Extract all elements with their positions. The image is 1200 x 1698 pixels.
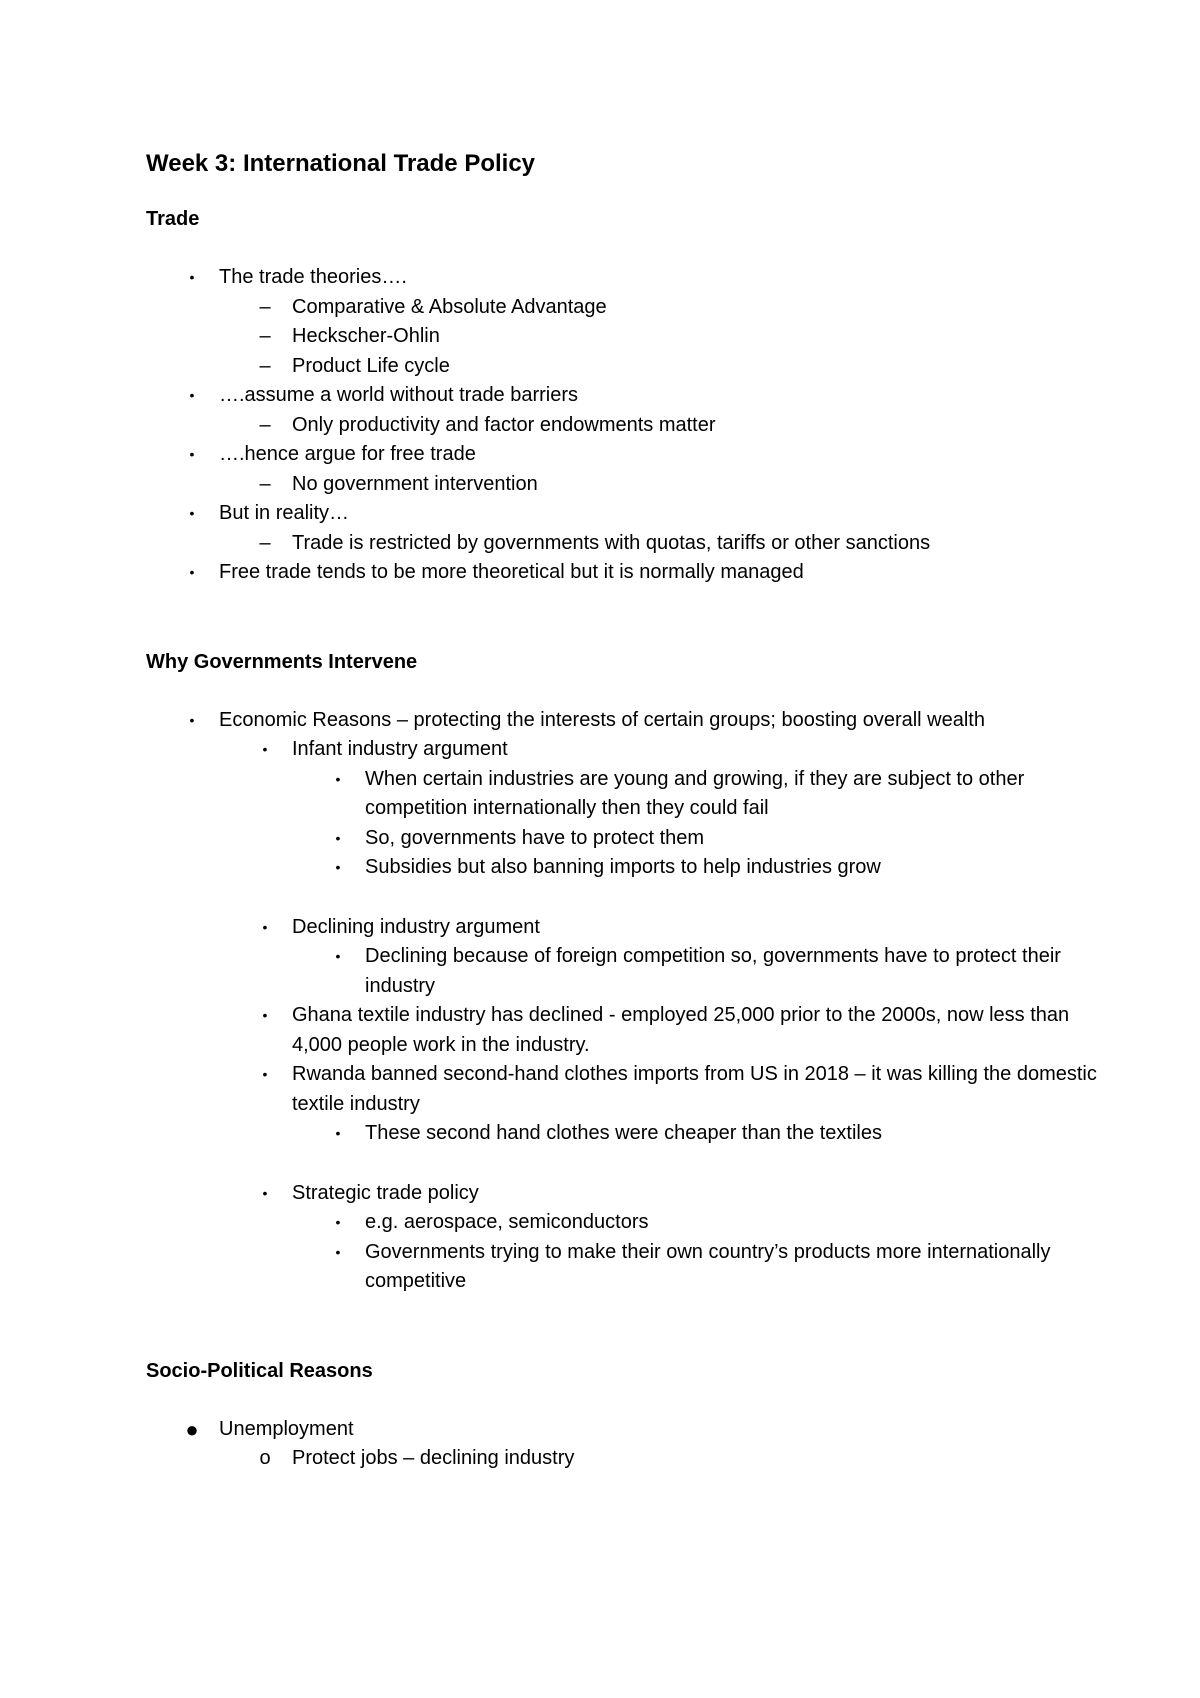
list-item	[146, 1119, 1106, 1149]
bullet-marker: •	[335, 829, 341, 846]
bullet-marker: •	[335, 859, 341, 875]
list-item-text: The trade theories….	[219, 266, 407, 288]
list-item	[146, 470, 1106, 500]
dash-marker: –	[259, 413, 271, 436]
list-item-text: These second hand clothes were cheaper than the textiles	[365, 1122, 882, 1144]
bullet-marker: •	[335, 1214, 341, 1230]
list-item	[146, 529, 1106, 559]
bullet-marker: •	[335, 1125, 341, 1141]
list-item-text: Product Life cycle	[292, 354, 450, 377]
section-why-governments-intervene	[146, 647, 1106, 1297]
bullet-marker: •	[262, 1007, 268, 1023]
list-item	[146, 942, 1106, 1001]
section-socio-political-reasons	[146, 1356, 1106, 1474]
list-item	[146, 706, 1106, 736]
list-item-text: Protect jobs – declining industry	[292, 1447, 575, 1469]
section-heading: Why Governments Intervene	[146, 650, 418, 673]
list-item	[146, 440, 1106, 470]
list-item-text: Unemployment	[219, 1417, 354, 1440]
bullet-marker: •	[189, 387, 195, 403]
bullet-marker: •	[335, 1243, 341, 1260]
dash-marker: –	[259, 325, 271, 347]
bullet-list	[146, 263, 1106, 588]
list-item-text: When certain industries are young and growing, if they are subject to other competition internationally then they could fail	[365, 767, 1025, 819]
list-item	[146, 411, 1106, 441]
document-title: Week 3: International Trade Policy	[146, 150, 536, 177]
list-item	[146, 558, 1106, 588]
circle-marker: o	[259, 1447, 271, 1469]
list-item	[146, 381, 1106, 411]
list-item-text: Free trade tends to be more theoretical but it is normally managed	[219, 561, 804, 583]
list-item	[146, 913, 1106, 943]
list-item-text: Declining because of foreign competition so, governments have to protect their industry	[365, 945, 1061, 997]
list-item-text: So, governments have to protect them	[365, 826, 705, 849]
list-item-text: Ghana textile industry has declined - employed 25,000 prior to the 2000s, now less than 4,000 people work in the industry.	[292, 1004, 1070, 1056]
list-item	[146, 1001, 1106, 1060]
bullet-marker: •	[189, 505, 195, 521]
bullet-list	[146, 706, 1106, 1297]
list-item	[146, 853, 1106, 883]
list-item-text: Infant industry argument	[292, 738, 508, 760]
list-item-text: Strategic trade policy	[292, 1181, 479, 1204]
list-item-text: e.g. aerospace, semiconductors	[365, 1211, 649, 1233]
bullet-list	[146, 1415, 1106, 1474]
list-item	[146, 1444, 1106, 1474]
list-item-text: Governments trying to make their own country’s products more internationally competitive	[365, 1240, 1051, 1292]
list-item-text: Declining industry argument	[292, 915, 540, 938]
list-item-text: ….assume a world without trade barriers	[219, 384, 579, 406]
list-item-text: No government intervention	[292, 472, 538, 495]
bullet-marker: •	[262, 1184, 268, 1201]
list-item-text: ….hence argue for free trade	[219, 443, 476, 465]
section-heading: Trade	[146, 208, 200, 230]
document-page	[146, 146, 1106, 1474]
dash-marker: –	[259, 354, 271, 377]
list-item	[146, 293, 1106, 323]
list-item-text: Subsidies but also banning imports to help industries grow	[365, 856, 881, 878]
dash-marker: –	[259, 531, 271, 554]
list-spacer	[146, 1149, 1106, 1179]
list-item-text: Trade is restricted by governments with quotas, tariffs or other sanctions	[292, 531, 931, 554]
bullet-marker: •	[335, 770, 341, 787]
list-item-text: Rwanda banned second-hand clothes imports from US in 2018 – it was killing the domestic textile industry	[292, 1063, 1097, 1115]
bullet-marker: •	[189, 446, 195, 462]
bullet-marker: •	[262, 1066, 268, 1082]
list-item	[146, 499, 1106, 529]
list-item	[146, 735, 1106, 765]
list-item	[146, 824, 1106, 854]
list-item-text: Heckscher-Ohlin	[292, 325, 440, 347]
list-item	[146, 322, 1106, 352]
list-item	[146, 263, 1106, 293]
list-item-text: Economic Reasons – protecting the interests of certain groups; boosting overall wealth	[219, 708, 985, 731]
section-trade	[146, 204, 1106, 588]
list-item-text: But in reality…	[219, 502, 350, 524]
bullet-marker: •	[335, 948, 341, 964]
list-item-text: Comparative & Absolute Advantage	[292, 295, 607, 318]
list-item-text: Only productivity and factor endowments matter	[292, 413, 716, 436]
list-item	[146, 1208, 1106, 1238]
list-item	[146, 765, 1106, 824]
list-spacer	[146, 883, 1106, 913]
list-item	[146, 1060, 1106, 1119]
bullet-marker: •	[262, 741, 268, 757]
bigdot-marker: ●	[185, 1416, 199, 1442]
list-item	[146, 1415, 1106, 1445]
bullet-marker: •	[189, 564, 195, 580]
bullet-marker: •	[189, 711, 195, 728]
list-item	[146, 1238, 1106, 1297]
list-item	[146, 352, 1106, 382]
section-heading: Socio-Political Reasons	[146, 1359, 373, 1382]
list-item	[146, 1179, 1106, 1209]
bullet-marker: •	[189, 269, 195, 285]
dash-marker: –	[259, 472, 271, 495]
dash-marker: –	[259, 295, 271, 318]
bullet-marker: •	[262, 918, 268, 935]
